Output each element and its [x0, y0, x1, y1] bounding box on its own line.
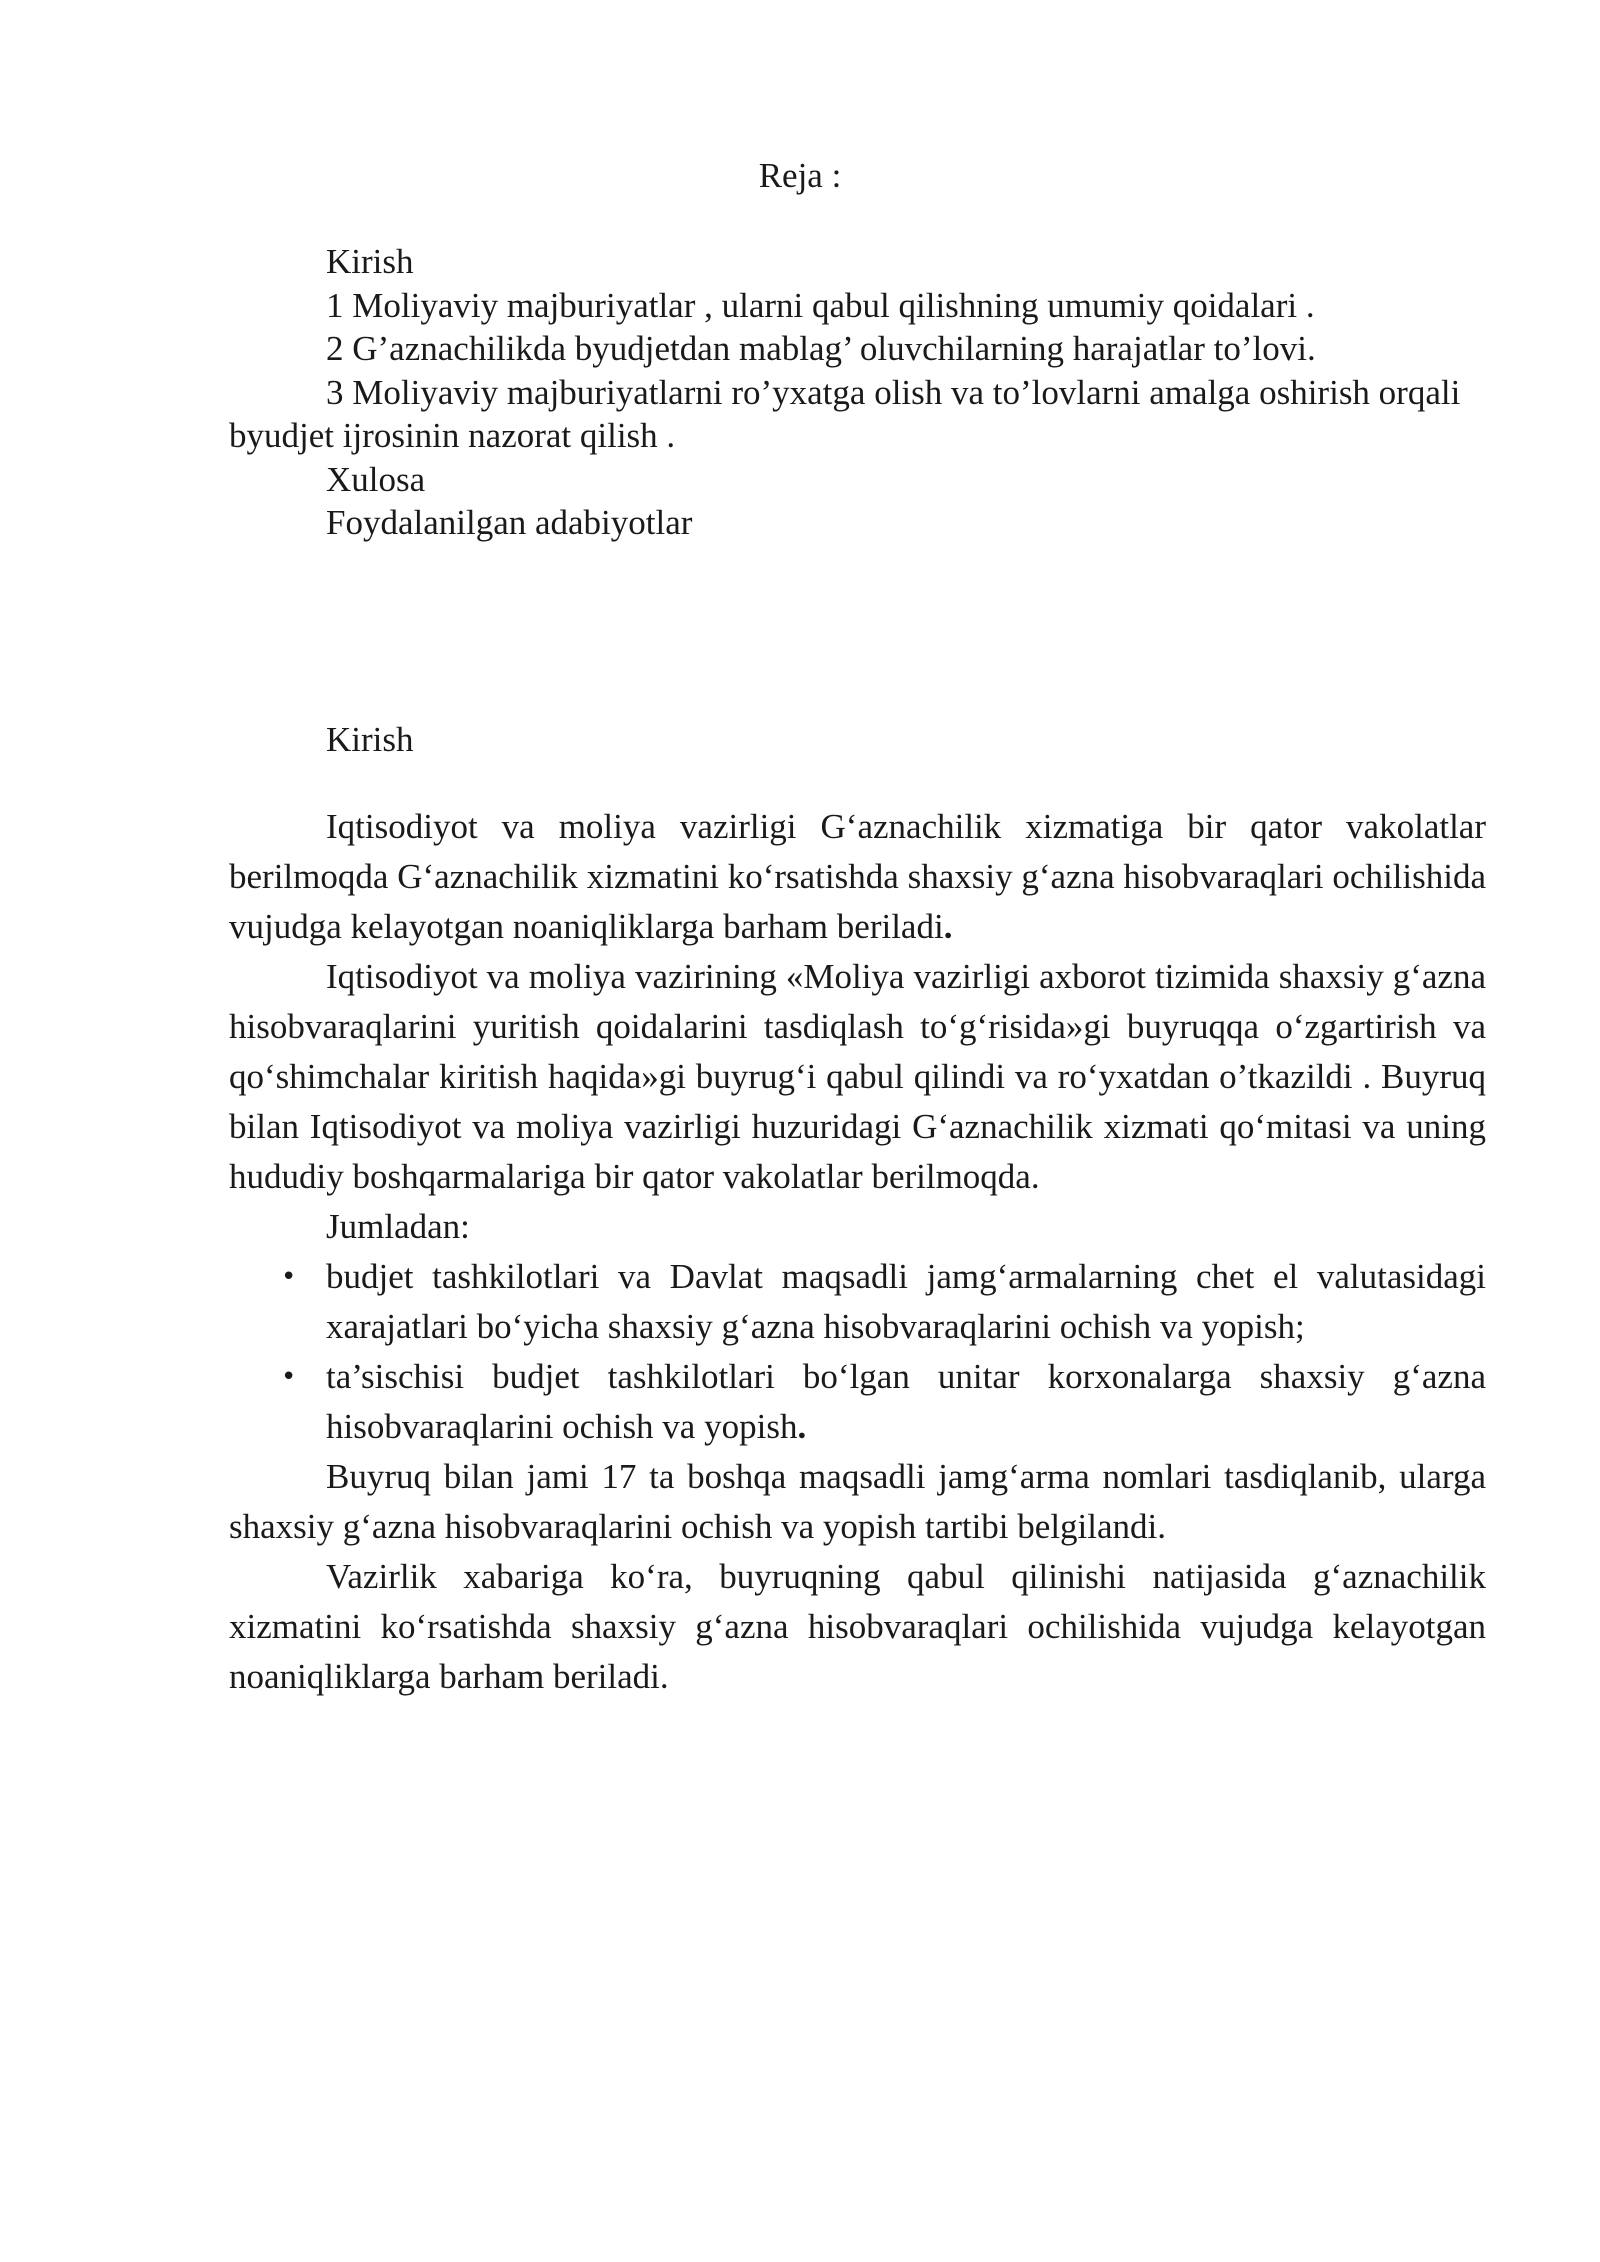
list-item-text: ta’sischisi budjet tashkilotlari bo‘lgan unitar korxonalarga shaxsiy g‘azna hisobvaraqlarini ochish va yopish	[326, 1357, 1486, 1446]
bold-period: .	[797, 1407, 807, 1446]
intro-body	[229, 802, 1486, 1702]
plan-title: Reja :	[758, 156, 842, 195]
intro-paragraph-5: Vazirlik xabariga ko‘ra, buyruqning qabul qilinishi natijasida g‘aznachilik xizmatini ko‘rsatishda shaxsiy g‘azna hisobvaraqlari ochilishida vujudga kelayotgan noaniqliklarga barham beriladi.	[229, 1557, 1486, 1696]
intro-paragraph-1	[229, 802, 1486, 952]
bullet-list	[229, 1252, 1486, 1452]
list-item-text: budjet tashkilotlari va Davlat maqsadli jamg‘armalarning chet el valutasidagi xarajatlari bo‘yicha shaxsiy g‘azna hisobvaraqlarini ochish va yopish;	[326, 1257, 1486, 1346]
intro-paragraph-2: Iqtisodiyot va moliya vazirining «Moliya vazirligi axborot tizimida shaxsiy g‘azna hisobvaraqlarini yuritish qoidalarini tasdiqlash to‘g‘risida»gi buyruqqa o‘zgartirish va qo‘shimchalar kiritish haqida»gi buyrug‘i qabul qilindi va ro‘yxatdan o’tkazildi . Buyruq bilan Iqtisodiyot va moliya vazirligi huzuridagi G‘aznachilik xizmati qo‘mitasi va uning hududiy boshqarmalariga bir qator vakolatlar berilmoqda.	[229, 957, 1486, 1196]
bullet-icon: •	[281, 1362, 297, 1392]
plan-item-conclusion: Xulosa	[326, 459, 426, 499]
plan-item-2: 2 G’aznachilikda byudjetdan mablag’ oluvchilarning harajatlar to’lovi.	[326, 329, 1316, 368]
plan-item-3: 3 Moliyaviy majburiyatlarni ro’yxatga olish va to’lovlarni amalga oshirish orqali byudjet ijrosinin nazorat qilish .	[229, 372, 1461, 455]
intro-paragraph-4: Buyruq bilan jami 17 ta boshqa maqsadli jamg‘arma nomlari tasdiqlanib, ularga shaxsiy g‘azna hisobvaraqlarini ochish va yopish tartibi belgilandi.	[229, 1457, 1486, 1546]
bold-period: .	[943, 907, 953, 946]
intro-paragraph-1-text: Iqtisodiyot va moliya vazirligi G‘aznachilik xizmatiga bir qator vakolatlar berilmoqda G‘aznachilik xizmatini ko‘rsatishda shaxsiy g‘azna hisobvaraqlari ochilishida vujudga kelayotgan noaniqliklarga barham beriladi	[229, 807, 1486, 946]
intro-paragraph-3: Jumladan:	[326, 1207, 470, 1246]
list-item	[229, 1252, 1486, 1352]
intro-heading: Kirish	[326, 720, 414, 759]
plan-list	[229, 240, 1486, 545]
plan-item-1: 1 Moliyaviy majburiyatlar , ularni qabul qilishning umumiy qoidalari .	[326, 285, 1315, 325]
list-item	[229, 1352, 1486, 1452]
plan-item-intro: Kirish	[326, 242, 414, 281]
bullet-icon: •	[281, 1262, 297, 1292]
plan-item-references: Foydalanilgan adabiyotlar	[326, 503, 693, 542]
